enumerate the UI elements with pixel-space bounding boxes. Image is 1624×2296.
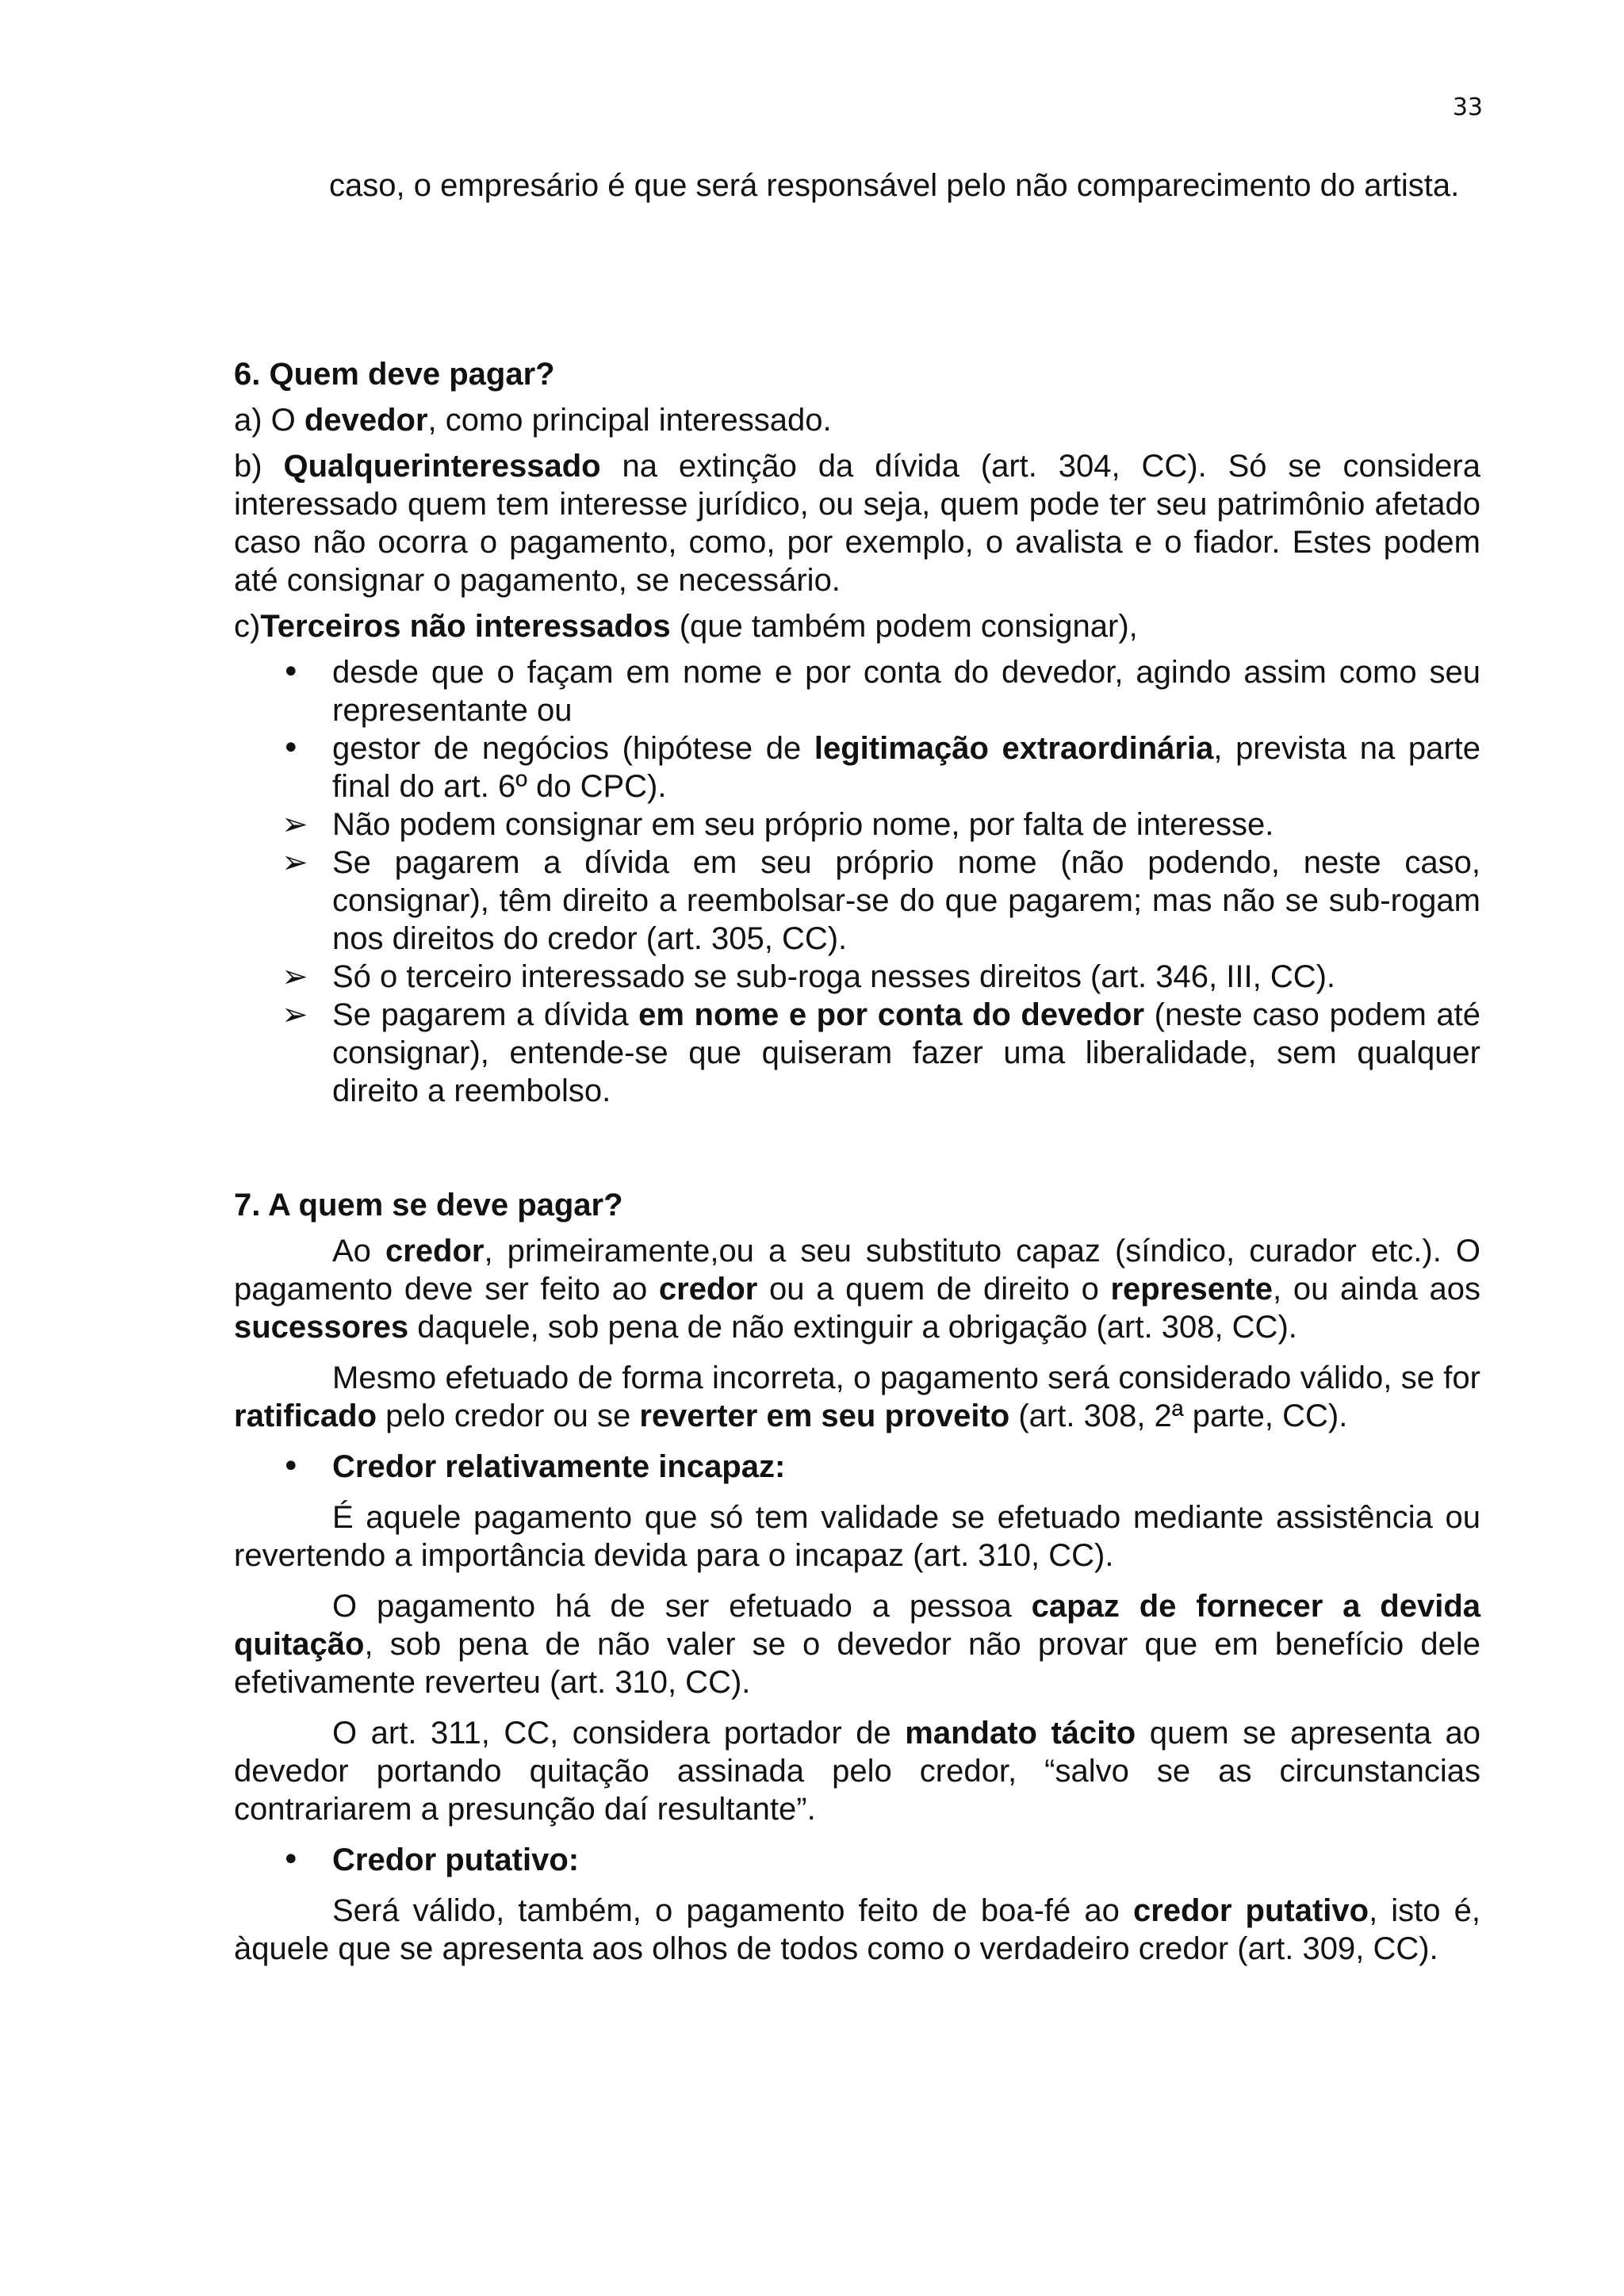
spacer [234, 205, 1480, 355]
paragraph: O art. 311, CC, considera portador de mandato tácito quem se apresenta ao devedor portando quitação assinada pelo credor, “salvo se as circunstancias contrariarem a presunção daí resultante”. [234, 1716, 1480, 1827]
bullet-icon: • [282, 654, 301, 691]
subheading-relativo: • Credor relativamente incapaz: [282, 1448, 786, 1485]
spacer [234, 1110, 1480, 1186]
paragraph: O pagamento há de ser efetuado a pessoa capaz de fornecer a devida quitação, sob pena de não valer se o devedor não provar que em benefício dele efetivamente reverteu (art. 310, CC). [234, 1589, 1480, 1700]
item-b: b) Qualquerinteressado na extinção da dívida (art. 304, CC). Só se considera interessado quem tem interesse jurídico, ou seja, quem pode ter seu patrimônio afetado caso não ocorra o pagamento, como, por exemplo, o avalista e o fiador. Estes podem até consignar o pagamento, se necessário. [234, 449, 1480, 598]
arrow-bullet-icon: ➢ [282, 997, 308, 1033]
list-item: ➢ Só o terceiro interessado se sub-roga nesses direitos (art. 346, III, CC). [282, 959, 1336, 995]
item-c: c)Terceiros não interessados (que também podem consignar), [234, 609, 1138, 644]
page-number: 33 [1452, 94, 1483, 121]
bullet-icon: • [282, 1842, 301, 1878]
arrow-list [234, 806, 1480, 1110]
paragraph: Ao credor, primeiramente,ou a seu substituto capaz (síndico, curador etc.). O pagamento deve ser feito ao credor ou a quem de direito o represente, ou ainda aos sucessores daquele, sob pena de não extinguir a obrigação (art. 308, CC). [234, 1234, 1480, 1345]
arrow-bullet-icon: ➢ [282, 806, 308, 843]
section-7-title: 7. A quem se deve pagar? [234, 1188, 623, 1223]
subheading-putativo: • Credor putativo: [282, 1842, 580, 1878]
list-item: ➢ Se pagarem a dívida em nome e por conta do devedor (neste caso podem até consignar), entende-se que quiseram fazer uma liberalidade, sem qualquer direito a reembolso. [282, 997, 1480, 1108]
opening-paragraph: caso, o empresário é que será responsável pelo não comparecimento do artista. [329, 168, 1460, 203]
list-item: ➢ Se pagarem a dívida em seu próprio nome (não podendo, neste caso, consignar), têm direito a reembolsar-se do que pagarem; mas não se sub-rogam nos direitos do credor (art. 305, CC). [282, 844, 1480, 956]
list-item: • gestor de negócios (hipótese de legitimação extraordinária, prevista na parte final do art. 6º do CPC). [282, 730, 1481, 804]
item-a: a) O devedor, como principal interessado. [234, 403, 832, 438]
arrow-bullet-icon: ➢ [282, 959, 308, 995]
paragraph: Mesmo efetuado de forma incorreta, o pagamento será considerado válido, se for ratificado pelo credor ou se reverter em seu proveito (art. 308, 2ª parte, CC). [234, 1360, 1480, 1433]
paragraph: É aquele pagamento que só tem validade se efetuado mediante assistência ou revertendo a importância devida para o incapaz (art. 310, CC). [234, 1500, 1480, 1573]
dot-list [234, 653, 1480, 806]
bullet-icon: • [282, 1448, 301, 1485]
bullet-icon: • [282, 730, 301, 767]
list-item: • desde que o façam em nome e por conta do devedor, agindo assim como seu representante ou [282, 654, 1480, 728]
list-item: ➢ Não podem consignar em seu próprio nome, por falta de interesse. [282, 806, 1274, 843]
paragraph: Será válido, também, o pagamento feito de boa-fé ao credor putativo, isto é, àquele que se apresenta aos olhos de todos como o verdadeiro credor (art. 309, CC). [234, 1893, 1480, 1966]
arrow-bullet-icon: ➢ [282, 844, 308, 881]
section-6-title: 6. Quem deve pagar? [234, 357, 555, 392]
document-body [234, 166, 1480, 1968]
